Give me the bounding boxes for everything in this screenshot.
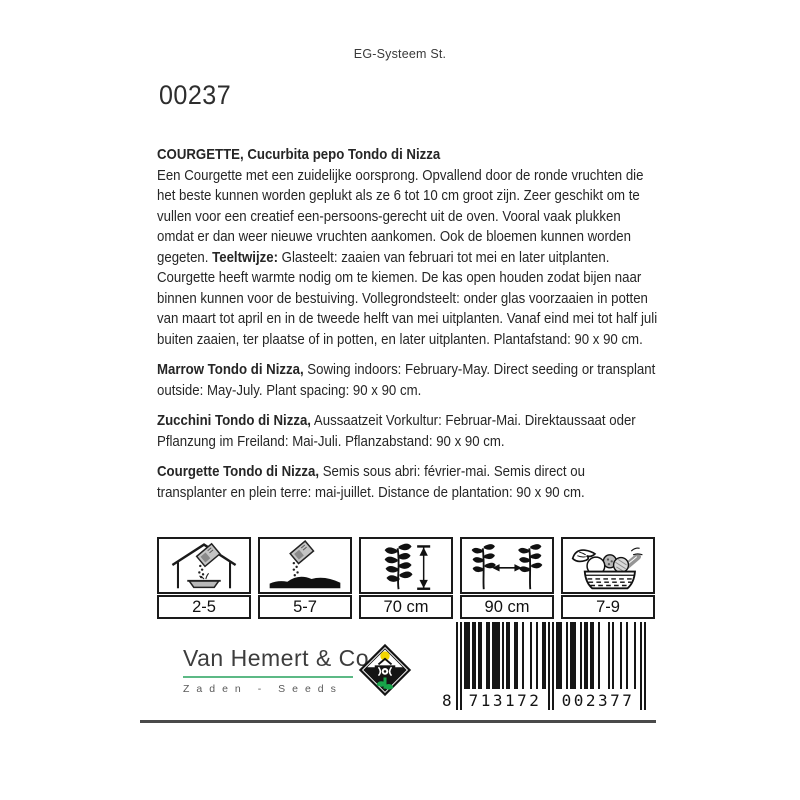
barcode xyxy=(442,622,646,712)
description-french: Courgette Tondo di Nizza, Semis sous abri: février-mai. Semis direct ou transplanter en plein terre: mai-juillet. Distance de plantation: 90 x 90 cm. xyxy=(157,464,585,501)
brand-tagline: Zaden - Seeds xyxy=(183,683,343,695)
plant-spacing-value: 90 cm xyxy=(460,595,554,619)
description-dutch: Een Courgette met een zuidelijke oorsprong. Opvallend door de ronde vruchten die het beste kunnen worden geplukt als ze 6 tot 10 cm groot zijn. Zeer geschikt om te vullen voor een creatief een-persoons-gerecht uit de oven. Vooral vaak plukken omdat er dan weer nieuwe vruchten aankomen. Ook de bloemen kunnen worden gegeten. Teeltwijze: Glasteelt: zaaien van februari tot mei en later uitplanten. Courgette heeft warmte nodig om te kiemen. De kas open houden zodat bijen naar binnen kunnen voor de bestuiving. Vollegrondsteelt: onder glas voorzaaien in potten van maart tot april en in de tweede helft van mei uitplanten. Vanaf eind mei tot half juli buiten zaaien, ter plaatse of in potten, en later uitplanten. Plantafstand: 90 x 90 cm. xyxy=(157,167,658,348)
sow-indoors-icon xyxy=(157,537,251,594)
sow-outdoors-months: 5-7 xyxy=(258,595,352,619)
harvest-months: 7-9 xyxy=(561,595,655,619)
barcode-digits-right: 002377 xyxy=(561,691,635,710)
description-column xyxy=(157,145,657,503)
plant-height-icon xyxy=(359,537,453,594)
eg-system-label: EG-Systeem St. xyxy=(353,47,447,61)
packet-fold-line xyxy=(140,720,656,723)
pictogram-plant-spacing xyxy=(460,537,554,619)
pictogram-sow-outdoors xyxy=(258,537,352,619)
pictogram-harvest xyxy=(561,537,655,619)
brand-underline xyxy=(183,676,353,678)
barcode-digit-lead: 8 xyxy=(442,691,452,710)
description-german: Zucchini Tondo di Nizza, Aussaatzeit Vorkultur: Februar-Mai. Direktaussaat oder Pflanzung im Freiland: Mai-Juli. Pflanzabstand: 90 x 90 cm. xyxy=(157,413,636,450)
pictogram-row xyxy=(157,537,655,619)
article-number: 00237 xyxy=(159,80,232,110)
brand-block xyxy=(183,645,370,695)
brand-name: Van Hemert & Co xyxy=(183,645,370,671)
description-english: Marrow Tondo di Nizza, Sowing indoors: February-May. Direct seeding or transplant outside: May-July. Plant spacing: 90 x 90 cm. xyxy=(157,362,656,399)
variety-title: COURGETTE, Cucurbita pepo Tondo di Nizza xyxy=(157,147,441,163)
pictogram-plant-height xyxy=(359,537,453,619)
harvest-period-icon xyxy=(561,537,655,594)
plant-height-value: 70 cm xyxy=(359,595,453,619)
sow-indoors-months: 2-5 xyxy=(157,595,251,619)
company-diamond-logo xyxy=(357,642,413,698)
sow-outdoors-icon xyxy=(258,537,352,594)
barcode-digits-left: 713172 xyxy=(468,691,542,710)
plant-spacing-icon xyxy=(460,537,554,594)
pictogram-sow-indoors xyxy=(157,537,251,619)
